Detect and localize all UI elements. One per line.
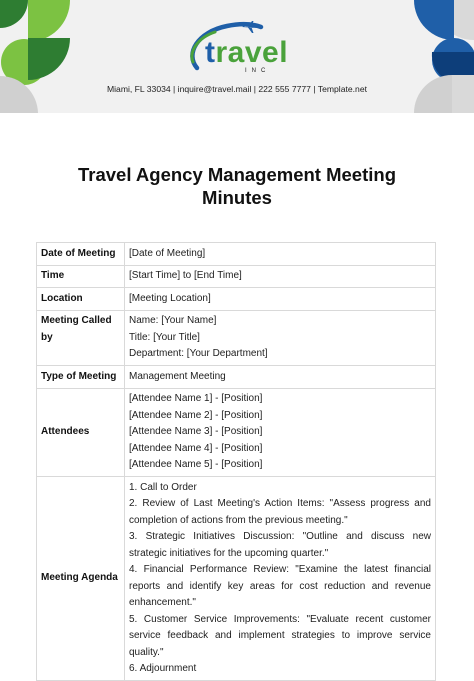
row-label: Date of Meeting	[37, 243, 125, 266]
attendee-item: [Attendee Name 1] - [Position]	[129, 393, 263, 404]
decorative-shapes-left	[0, 0, 80, 113]
row-label: Time	[37, 265, 125, 288]
called-by-name: Name: [Your Name]	[129, 315, 217, 326]
row-label: Attendees	[37, 388, 125, 477]
table-row-location	[37, 288, 436, 311]
page-header	[0, 0, 474, 113]
document-title: Travel Agency Management Meeting Minutes	[77, 164, 396, 208]
agenda-item: 5. Customer Service Improvements: "Evaluate recent customer service feedback and implement strategies to improve service quality."	[129, 613, 431, 658]
table-row-type	[37, 366, 436, 389]
row-label: Meeting Called by	[37, 310, 125, 366]
agenda-item: 6. Adjournment	[129, 663, 197, 674]
logo-wordmark	[205, 38, 288, 68]
table-row-called-by	[37, 310, 436, 366]
table-row-attendees	[37, 388, 436, 477]
attendee-item: [Attendee Name 4] - [Position]	[129, 442, 263, 454]
table-row-date	[37, 243, 436, 266]
minutes-table	[36, 242, 436, 681]
row-value: [Meeting Location]	[125, 288, 436, 311]
brand-logo	[183, 18, 293, 82]
agenda-item: 1. Call to Order	[129, 481, 197, 493]
table-row-time	[37, 265, 436, 288]
table-row-agenda	[37, 477, 436, 681]
attendee-item: [Attendee Name 3] - [Position]	[129, 426, 263, 437]
row-value	[125, 388, 436, 477]
agenda-item: 2. Review of Last Meeting's Action Items: "Assess progress and completion of actions from the previous meeting."	[129, 498, 431, 526]
called-by-title: Title: [Your Title]	[129, 331, 200, 343]
logo-letter-t: t	[205, 36, 216, 69]
row-value: [Start Time] to [End Time]	[125, 265, 436, 288]
row-value: [Date of Meeting]	[125, 243, 436, 266]
row-value	[125, 310, 436, 366]
attendee-item: [Attendee Name 5] - [Position]	[129, 459, 263, 470]
logo-letters-rest: ravel	[215, 36, 289, 69]
decorative-shapes-right	[394, 0, 474, 113]
row-label: Meeting Agenda	[37, 477, 125, 681]
row-value	[125, 477, 436, 681]
row-label: Type of Meeting	[37, 366, 125, 389]
called-by-department: Department: [Your Department]	[129, 348, 268, 359]
row-label: Location	[37, 288, 125, 311]
agenda-item: 3. Strategic Initiatives Discussion: "Outline and discuss new strategic initiatives for the upcoming quarter."	[129, 531, 431, 559]
attendee-item: [Attendee Name 2] - [Position]	[129, 409, 263, 421]
row-value: Management Meeting	[125, 366, 436, 389]
airplane-icon	[241, 20, 259, 34]
logo-subtitle: INC	[245, 68, 271, 74]
agenda-item: 4. Financial Performance Review: "Examine the latest financial reports and identify key areas for cost reduction and revenue enhancement."	[129, 564, 431, 608]
contact-line: Miami, FL 33034 | inquire@travel.mail | 222 555 7777 | Template.net	[106, 84, 367, 94]
